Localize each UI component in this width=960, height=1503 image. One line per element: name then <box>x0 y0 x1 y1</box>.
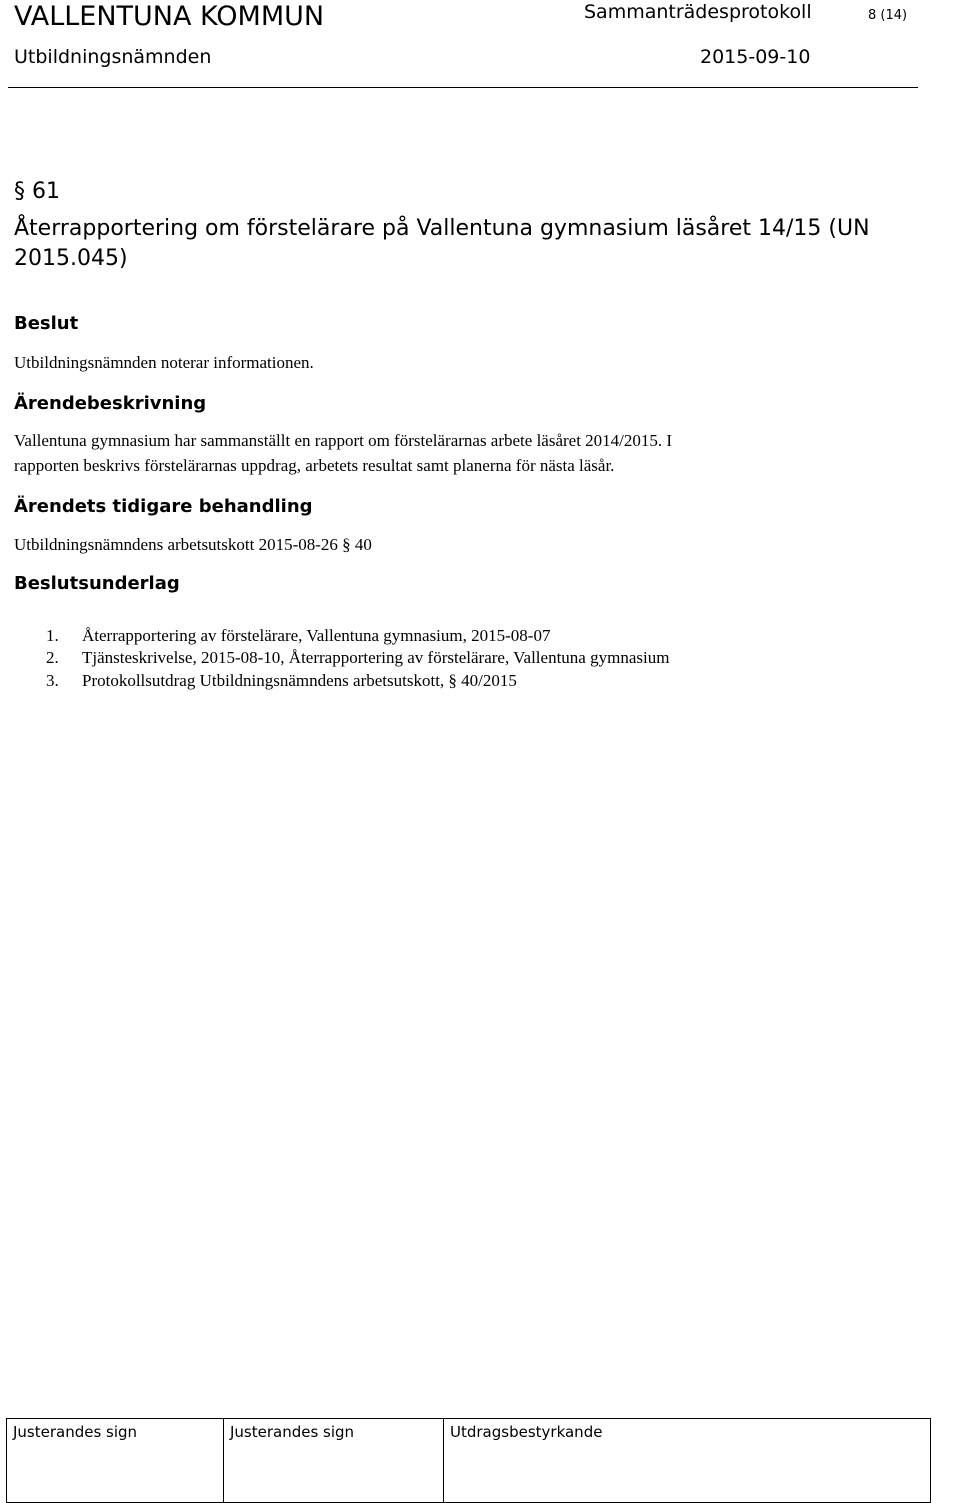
tidigare-text: Utbildningsnämndens arbetsutskott 2015-08-26 § 40 <box>14 535 372 554</box>
arende-text-line2: rapporten beskrivs förstelärarnas uppdrag, arbetets resultat samt planerna för nästa läsår. <box>14 456 615 475</box>
arende-text-line1: Vallentuna gymnasium har sammanställt en rapport om förstelärarnas arbete läsåret 2014/2015. I <box>14 431 673 450</box>
page-number: 8 (14) <box>868 8 908 23</box>
document-type: Sammanträdesprotokoll <box>584 1 812 23</box>
paragraph-title: Återrapportering om förstelärare på Vallentuna gymnasium läsåret 14/15 (UN 2015.045) <box>14 216 870 271</box>
signature-table <box>6 1418 931 1503</box>
underlag-item-text: Tjänsteskrivelse, 2015-08-10, Återrapportering av förstelärare, Vallentuna gymnasium <box>82 648 670 667</box>
arende-heading: Ärendebeskrivning <box>14 393 207 414</box>
signature-cell-justerande-1 <box>7 1419 224 1503</box>
paragraph-number: § 61 <box>14 179 60 204</box>
signature-label: Justerandes sign <box>13 1423 138 1441</box>
beslut-text: Utbildningsnämnden noterar informationen. <box>14 353 314 372</box>
underlag-item-number: 1. <box>46 626 59 645</box>
beslut-heading: Beslut <box>14 313 79 334</box>
signature-cell-utdragsbestyrkande <box>444 1419 931 1503</box>
meeting-date: 2015-09-10 <box>700 46 811 68</box>
header-divider <box>8 87 918 88</box>
signature-cell-justerande-2 <box>224 1419 444 1503</box>
underlag-item-text: Återrapportering av förstelärare, Vallentuna gymnasium, 2015-08-07 <box>82 626 551 645</box>
underlag-item-number: 3. <box>46 671 59 690</box>
underlag-heading: Beslutsunderlag <box>14 573 180 594</box>
organization-name: VALLENTUNA KOMMUN <box>14 1 325 32</box>
signature-label: Utdragsbestyrkande <box>450 1423 603 1441</box>
signature-label: Justerandes sign <box>230 1423 355 1441</box>
underlag-item-number: 2. <box>46 648 59 667</box>
committee-name: Utbildningsnämnden <box>14 46 212 68</box>
tidigare-heading: Ärendets tidigare behandling <box>14 496 313 517</box>
underlag-item-text: Protokollsutdrag Utbildningsnämndens arbetsutskott, § 40/2015 <box>82 671 517 690</box>
